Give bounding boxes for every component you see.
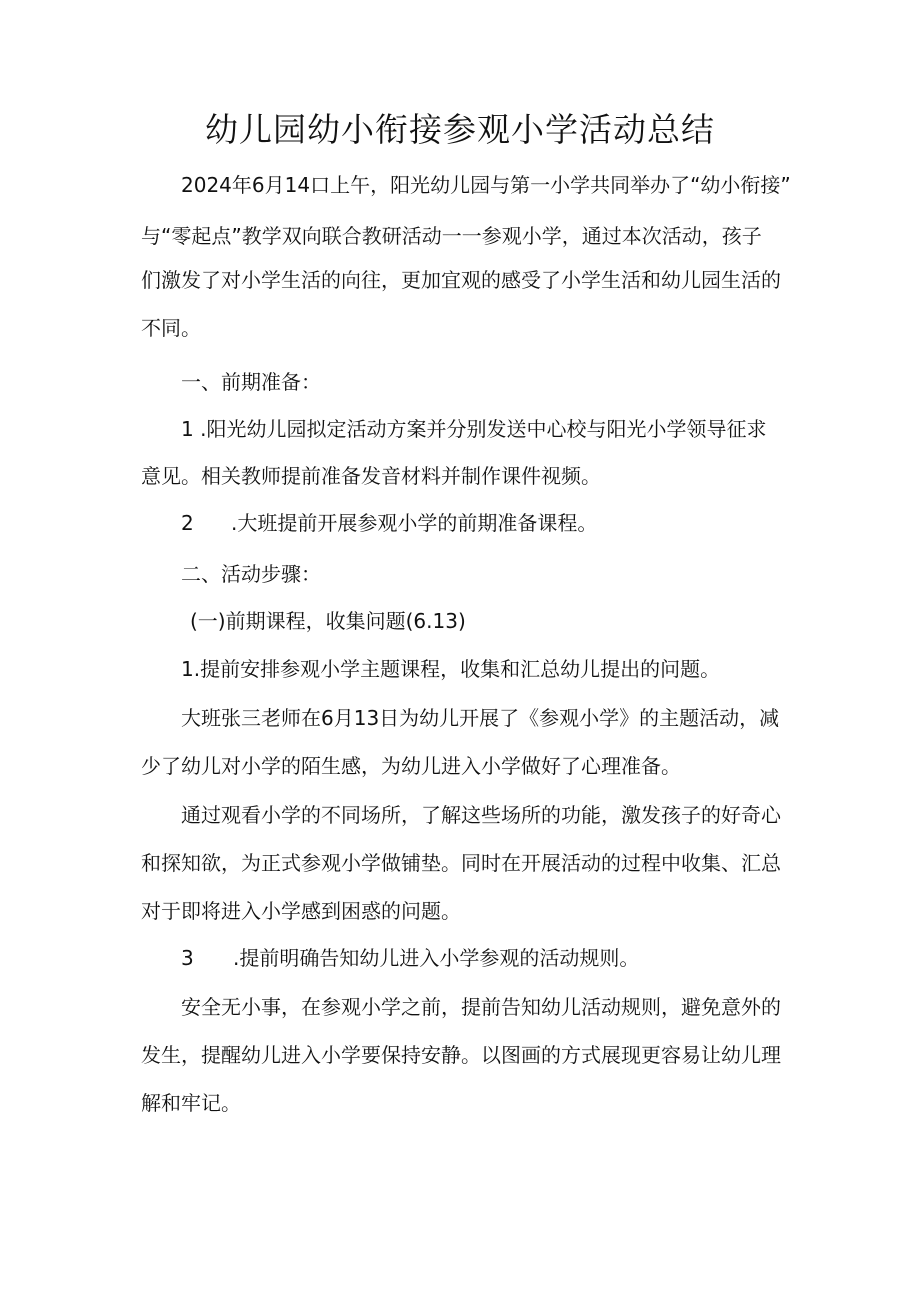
section-1-heading: 一、前期准备：	[181, 370, 321, 394]
item-2-number: 2	[181, 511, 194, 535]
safety-para-line-1: 安全无小事，在参观小学之前，提前告知幼儿活动规则，避免意外的	[181, 995, 781, 1019]
subsection-1-heading: (一)前期课程，收集问题(6.13)	[190, 609, 466, 633]
observe-para-line-3: 对于即将进入小学感到困惑的问题。	[141, 899, 461, 923]
intro-line-4: 不同。	[141, 316, 201, 340]
item-2	[181, 509, 597, 537]
step-3	[181, 944, 639, 972]
intro-line-1: 2024年6月14口上午，阳光幼儿园与第一小学共同举办了“幼小衔接”	[181, 173, 791, 197]
step-3-text: .提前明确告知幼儿进入小学参观的活动规则。	[233, 946, 640, 970]
safety-para-line-2: 发生，提醒幼儿进入小学要保持安静。以图画的方式展现更容易让幼儿理	[141, 1043, 781, 1067]
step-3-number: 3	[181, 946, 194, 970]
teacher-para-line-1: 大班张三老师在6月13日为幼儿开展了《参观小学》的主题活动，减	[181, 706, 780, 730]
observe-para-line-1: 通过观看小学的不同场所，了解这些场所的功能，激发孩子的好奇心	[181, 803, 781, 827]
item-1-line-1: 1 .阳光幼儿园拟定活动方案并分别发送中心校与阳光小学领导征求	[181, 417, 767, 441]
item-1-line-2: 意见。相关教师提前准备发音材料并制作课件视频。	[141, 464, 601, 488]
intro-line-2: 与“零起点”教学双向联合教研活动一一参观小学，通过本次活动，孩子	[141, 224, 762, 248]
intro-line-3: 们激发了对小学生活的向往，更加宜观的感受了小学生活和幼儿园生活的	[141, 268, 781, 292]
step-1: 1.提前安排参观小学主题课程，收集和汇总幼儿提出的问题。	[181, 657, 721, 681]
item-2-text: .大班提前开展参观小学的前期准备课程。	[231, 511, 598, 535]
section-2-heading: 二、活动步骤：	[181, 562, 321, 586]
teacher-para-line-2: 少了幼儿对小学的陌生感，为幼儿进入小学做好了心理准备。	[141, 754, 681, 778]
safety-para-line-3: 解和牢记。	[141, 1091, 241, 1115]
document-title: 幼儿园幼小衔接参观小学活动总结	[205, 110, 715, 149]
observe-para-line-2: 和探知欲，为正式参观小学做铺垫。同时在开展活动的过程中收集、汇总	[141, 851, 781, 875]
